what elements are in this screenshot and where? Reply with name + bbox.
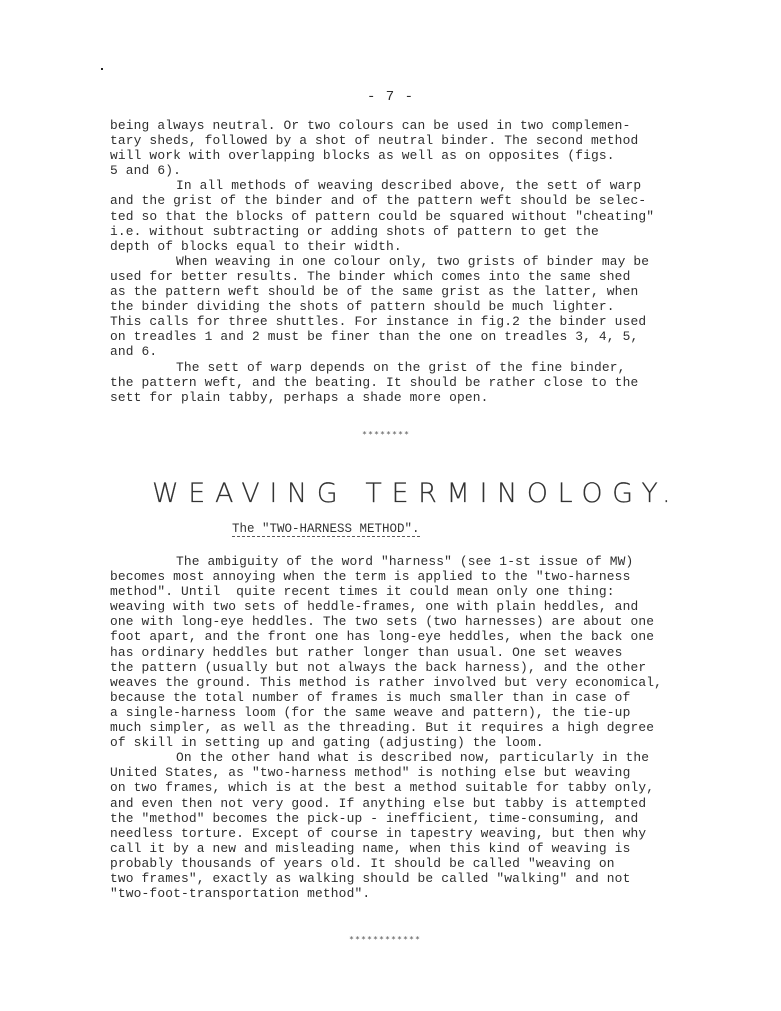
text-line: "two-foot-transportation method". [110,886,371,902]
text-line: call it by a new and misleading name, when this kind of weaving is [110,840,631,856]
text-line: one with long-eye heddles. The two sets (two harnesses) are about one [110,614,655,630]
text-line: ted so that the blocks of pattern could be squared without "cheating" [110,208,655,224]
text-line: has ordinary heddles but rather longer than usual. One set weaves [110,644,623,660]
text-line: will work with overlapping blocks as well as on opposites (figs. [110,148,615,164]
text-line: on treadles 1 and 2 must be finer than the one on treadles 3, 4, 5, [110,329,639,345]
text-line: as the pattern weft should be of the same grist as the latter, when [110,284,639,300]
text-line: depth of blocks equal to their width. [110,238,402,254]
scan-speck [101,68,103,70]
section-heading: WEAVING TERMINOLOGY. [152,478,681,509]
text-line: This calls for three shuttles. For instance in fig.2 the binder used [110,314,647,330]
separator-stars-2: ************ [349,935,422,944]
text-line: weaves the ground. This method is rather involved but very economical, [110,674,662,690]
text-line: the pattern weft, and the beating. It should be rather close to the [110,374,639,390]
separator-stars-1: ******** [362,430,411,439]
text-line: used for better results. The binder which comes into the same shed [110,268,631,284]
text-line: a single-harness loom (for the same weave and pattern), the tie-up [110,704,631,720]
text-line: the "method" becomes the pick-up - inefficient, time-consuming, and [110,810,639,826]
text-line: and 6. [110,344,158,360]
text-line: the binder dividing the shots of pattern should be much lighter. [110,299,615,315]
paragraph-first-line: The sett of warp depends on the grist of the fine binder, [176,359,626,375]
text-line: foot apart, and the front one has long-eye heddles, when the back one [110,629,655,645]
text-line: and the grist of the binder and of the pattern weft should be selec- [110,193,647,209]
page-number: - 7 - [366,89,414,105]
text-line: probably thousands of years old. It should be called "weaving on [110,855,615,871]
text-line: because the total number of frames is much smaller than in case of [110,689,631,705]
text-line: United States, as "two-harness method" is nothing else but weaving [110,765,631,781]
text-line: needless torture. Except of course in tapestry weaving, but then why [110,825,647,841]
text-line: tary sheds, followed by a shot of neutral binder. The second method [110,133,639,149]
text-line: being always neutral. Or two colours can be used in two complemen- [110,118,631,133]
text-line: becomes most annoying when the term is applied to the "two-harness [110,569,631,585]
section-2-text [110,554,662,901]
paragraph-first-line: In all methods of weaving described above, the sett of warp [176,178,642,194]
paragraph-first-line: The ambiguity of the word "harness" (see 1-st issue of MW) [176,554,634,569]
paragraph-first-line: On the other hand what is described now, particularly in the [176,750,650,766]
section-subheading: The "TWO-HARNESS METHOD". [232,522,420,536]
section-1-text [110,118,654,405]
text-line: method". Until quite recent times it could mean only one thing: [110,584,615,600]
text-line: the pattern (usually but not always the back harness), and the other [110,659,647,675]
text-line: of skill in setting up and gating (adjusting) the loom. [110,735,544,751]
text-line: 5 and 6). [110,163,181,179]
text-line: and even then not very good. If anything else but tabby is attempted [110,795,647,811]
text-line: i.e. without subtracting or adding shots of pattern to get the [110,223,599,239]
text-line: weaving with two sets of heddle-frames, one with plain heddles, and [110,599,639,615]
text-line: sett for plain tabby, perhaps a shade more open. [110,389,489,405]
text-line: two frames", exactly as walking should be called "walking" and not [110,870,631,886]
text-line: much simpler, as well as the threading. But it requires a high degree [110,720,655,736]
paragraph-first-line: When weaving in one colour only, two grists of binder may be [176,253,650,269]
text-line: on two frames, which is at the best a method suitable for tabby only, [110,780,655,796]
